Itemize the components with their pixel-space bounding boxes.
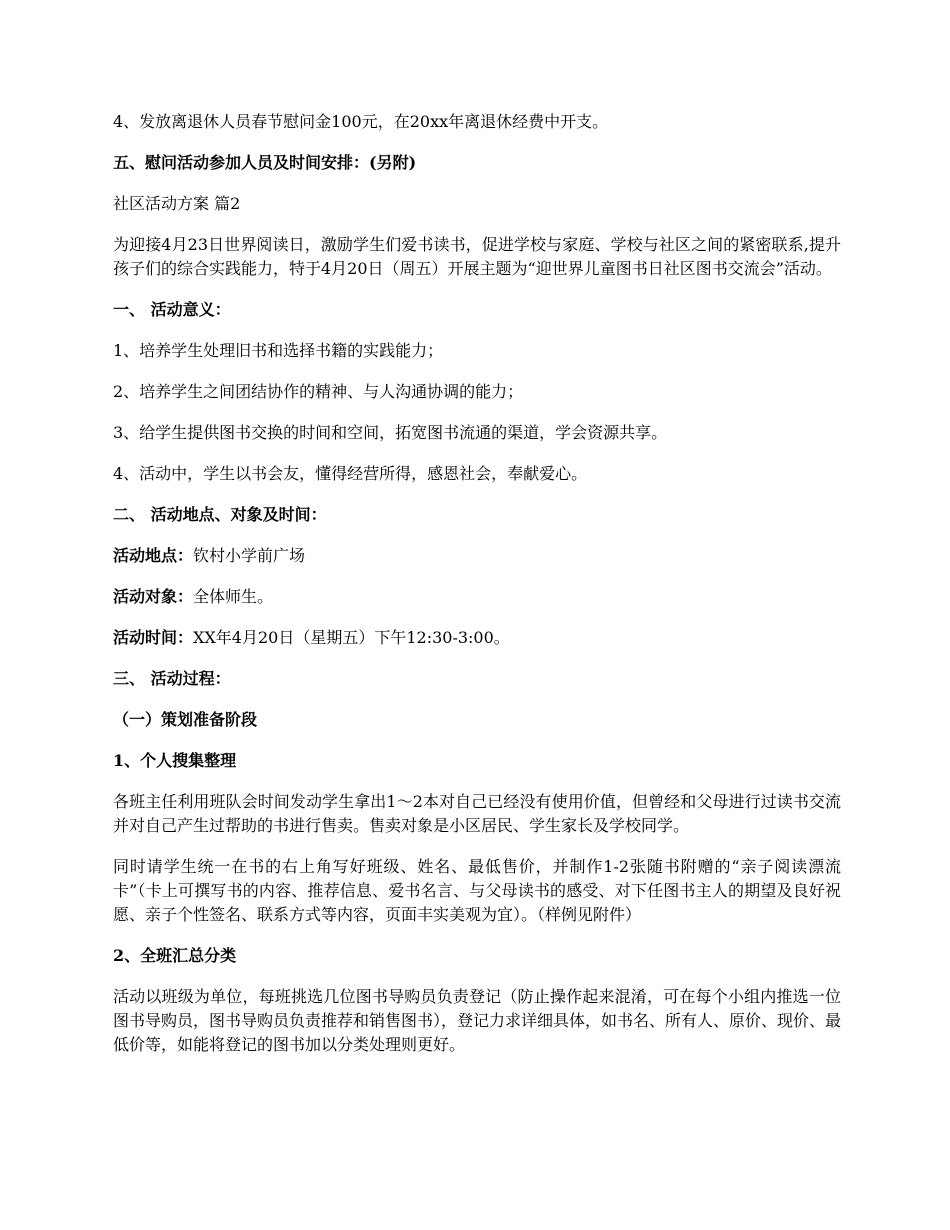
paragraph-time (113, 626, 841, 650)
value-time: XX年4月20日（星期五）下午12:30-3:00。 (193, 628, 510, 647)
paragraph-personal-collection: 各班主任利用班队会时间发动学生拿出1～2本对自己已经没有使用价值，但曾经和父母进行过读书交流并对自己产生过帮助的书进行售卖。售卖对象是小区居民、学生家长及学校同学。 (113, 792, 841, 835)
list-item-significance-1: 1、培养学生处理旧书和选择书籍的实践能力； (113, 341, 444, 360)
heading-activity-process: 三、 活动过程： (113, 669, 231, 688)
label-audience: 活动对象： (113, 587, 194, 606)
heading-personal-collection: 1、个人搜集整理 (113, 751, 237, 770)
value-location: 钦村小学前广场 (193, 546, 306, 565)
list-item-significance-3: 3、给学生提供图书交换的时间和空间，拓宽图书流通的渠道，学会资源共享。 (113, 423, 668, 442)
paragraph-class-summary: 活动以班级为单位，每班挑选几位图书导购员负责登记（防止操作起来混淆，可在每个小组内推选一位图书导购员，图书导购员负责推荐和销售图书），登记力求详细具体，如书名、所有人、原价、现价、最低价等，如能将登记的图书加以分类处理则更好。 (113, 987, 842, 1054)
heading-participants-schedule: 五、慰问活动参加人员及时间安排：(另附) (113, 153, 417, 172)
value-audience: 全体师生。 (193, 587, 274, 606)
heading-activity-significance: 一、 活动意义： (113, 300, 231, 319)
heading-location-audience-time: 二、 活动地点、对象及时间： (113, 505, 327, 524)
paragraph-intro: 为迎接4月23日世界阅读日，激励学生们爱书读书，促进学校与家庭、学校与社区之间的紧密联系,提升孩子们的综合实践能力，特于4月20日（周五）开展主题为“迎世界儿童图书日社区图书交流会”活动。 (113, 235, 841, 278)
paragraph-condolence-payment: 4、发放离退休人员春节慰问金100元，在20xx年离退休经费中开支。 (113, 112, 609, 131)
paragraph-location (113, 544, 841, 568)
list-item-significance-4: 4、活动中，学生以书会友，懂得经营所得，感恩社会，奉献爱心。 (113, 464, 588, 483)
label-location: 活动地点： (113, 546, 194, 565)
list-item-significance-2: 2、培养学生之间团结协作的精神、与人沟通协调的能力； (113, 382, 524, 401)
section-title-plan-2: 社区活动方案 篇2 (113, 194, 241, 213)
label-time: 活动时间： (113, 628, 194, 647)
heading-planning-stage: （一）策划准备阶段 (113, 710, 258, 729)
document-body (113, 110, 841, 1074)
paragraph-drift-card: 同时请学生统一在书的右上角写好班级、姓名、最低售价，并制作1-2张随书附赠的“亲子阅读漂流卡”（卡上可撰写书的内容、推荐信息、爱书名言、与父母读书的感受、对下任图书主人的期望及良好祝愿、亲子个性签名、联系方式等内容，页面丰实美观为宜）。（样例见附件） (113, 857, 841, 924)
heading-class-summary: 2、全班汇总分类 (113, 946, 237, 965)
paragraph-audience (113, 585, 841, 609)
